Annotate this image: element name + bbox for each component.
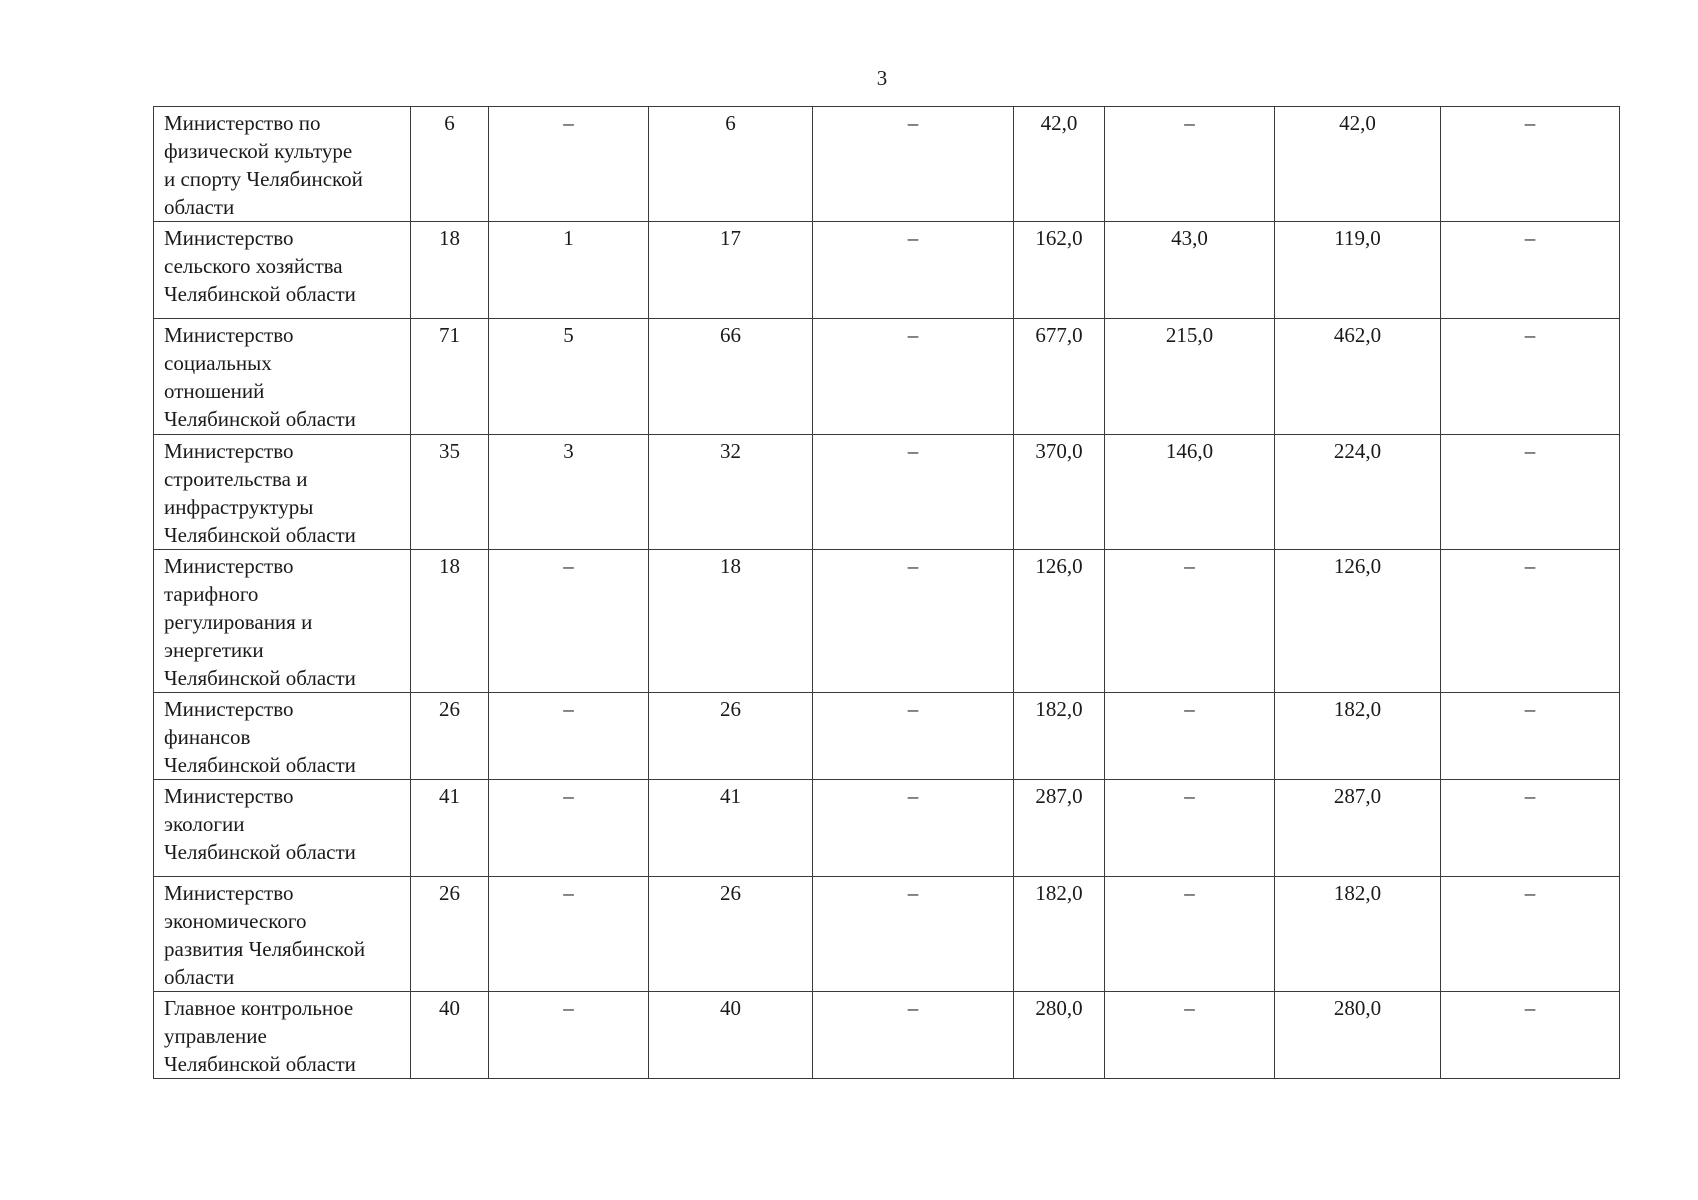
ministry-name-line: Челябинской области xyxy=(164,753,356,777)
value-cell: – xyxy=(1441,693,1620,780)
value-cell: – xyxy=(813,877,1014,992)
value-cell: – xyxy=(1441,435,1620,550)
ministry-name-cell xyxy=(154,319,411,435)
value-cell: 3 xyxy=(489,435,649,550)
value-cell: 42,0 xyxy=(1275,107,1441,222)
table-row xyxy=(154,550,1620,693)
value-cell: 18 xyxy=(411,222,489,319)
ministry-name-line: сельского хозяйства xyxy=(164,254,343,278)
value-cell: – xyxy=(489,992,649,1079)
value-cell: 126,0 xyxy=(1014,550,1105,693)
ministry-name-cell xyxy=(154,107,411,222)
value-cell: 287,0 xyxy=(1014,780,1105,877)
ministry-name-line: Министерство по xyxy=(164,111,321,135)
value-cell: – xyxy=(1441,550,1620,693)
ministry-name-cell xyxy=(154,550,411,693)
table-row xyxy=(154,780,1620,877)
value-cell: – xyxy=(1441,992,1620,1079)
table-row xyxy=(154,107,1620,222)
value-cell: – xyxy=(489,693,649,780)
value-cell: 5 xyxy=(489,319,649,435)
value-cell: – xyxy=(1105,780,1275,877)
value-cell: 6 xyxy=(411,107,489,222)
value-cell: – xyxy=(813,319,1014,435)
ministry-name-line: управление xyxy=(164,1024,267,1048)
ministry-name-line: экологии xyxy=(164,812,245,836)
ministry-name-line: социальных xyxy=(164,351,272,375)
ministry-name-cell xyxy=(154,992,411,1079)
ministry-name-cell xyxy=(154,435,411,550)
value-cell: 224,0 xyxy=(1275,435,1441,550)
table-row xyxy=(154,222,1620,319)
value-cell: 182,0 xyxy=(1275,693,1441,780)
value-cell: – xyxy=(489,550,649,693)
value-cell: 370,0 xyxy=(1014,435,1105,550)
ministry-name-line: Министерство xyxy=(164,697,294,721)
value-cell: 119,0 xyxy=(1275,222,1441,319)
ministry-name-line: Министерство xyxy=(164,323,294,347)
ministry-name-line: развития Челябинской xyxy=(164,937,366,961)
ministry-name-line: Министерство xyxy=(164,784,294,808)
value-cell: 41 xyxy=(649,780,813,877)
value-cell: – xyxy=(813,435,1014,550)
value-cell: 280,0 xyxy=(1275,992,1441,1079)
ministry-name-line: тарифного xyxy=(164,582,259,606)
value-cell: 462,0 xyxy=(1275,319,1441,435)
value-cell: – xyxy=(1441,780,1620,877)
value-cell: 182,0 xyxy=(1275,877,1441,992)
value-cell: 40 xyxy=(649,992,813,1079)
value-cell: 287,0 xyxy=(1275,780,1441,877)
value-cell: – xyxy=(1441,222,1620,319)
ministry-name-line: Челябинской области xyxy=(164,666,356,690)
ministry-name-cell xyxy=(154,780,411,877)
value-cell: 215,0 xyxy=(1105,319,1275,435)
ministry-name-line: области xyxy=(164,195,235,219)
value-cell: 1 xyxy=(489,222,649,319)
value-cell: 18 xyxy=(411,550,489,693)
table-row xyxy=(154,877,1620,992)
value-cell: 280,0 xyxy=(1014,992,1105,1079)
value-cell: 26 xyxy=(411,877,489,992)
value-cell: – xyxy=(1105,550,1275,693)
ministry-name-line: финансов xyxy=(164,725,251,749)
value-cell: 26 xyxy=(411,693,489,780)
value-cell: 26 xyxy=(649,693,813,780)
value-cell: 146,0 xyxy=(1105,435,1275,550)
value-cell: – xyxy=(489,780,649,877)
ministry-name-line: регулирования и xyxy=(164,610,313,634)
value-cell: 43,0 xyxy=(1105,222,1275,319)
value-cell: – xyxy=(813,992,1014,1079)
ministry-name-line: энергетики xyxy=(164,638,264,662)
table-body xyxy=(154,107,1620,1079)
value-cell: 182,0 xyxy=(1014,877,1105,992)
value-cell: 17 xyxy=(649,222,813,319)
value-cell: – xyxy=(1441,877,1620,992)
ministry-name-line: строительства и xyxy=(164,467,308,491)
ministry-name-line: Министерство xyxy=(164,226,294,250)
ministry-name-line: физической культуре xyxy=(164,139,353,163)
ministry-name-line: Челябинской области xyxy=(164,407,356,431)
value-cell: 18 xyxy=(649,550,813,693)
ministry-name-line: инфраструктуры xyxy=(164,495,314,519)
ministry-name-line: Главное контрольное xyxy=(164,996,354,1020)
ministry-name-line: Министерство xyxy=(164,439,294,463)
ministry-name-cell xyxy=(154,877,411,992)
value-cell: – xyxy=(1441,107,1620,222)
value-cell: – xyxy=(813,550,1014,693)
value-cell: 41 xyxy=(411,780,489,877)
table-row xyxy=(154,693,1620,780)
ministry-name-line: Челябинской области xyxy=(164,523,356,547)
value-cell: – xyxy=(813,780,1014,877)
ministry-name-line: экономического xyxy=(164,909,307,933)
ministry-name-line: Челябинской области xyxy=(164,282,356,306)
ministry-name-line: Челябинской области xyxy=(164,840,356,864)
ministry-name-cell xyxy=(154,693,411,780)
data-table xyxy=(153,106,1620,1079)
ministry-name-line: Челябинской области xyxy=(164,1052,356,1076)
value-cell: 40 xyxy=(411,992,489,1079)
value-cell: 42,0 xyxy=(1014,107,1105,222)
value-cell: 6 xyxy=(649,107,813,222)
value-cell: 126,0 xyxy=(1275,550,1441,693)
value-cell: 71 xyxy=(411,319,489,435)
ministry-name-line: Министерство xyxy=(164,554,294,578)
value-cell: 32 xyxy=(649,435,813,550)
ministry-name-line: Министерство xyxy=(164,881,294,905)
value-cell: 162,0 xyxy=(1014,222,1105,319)
table-row xyxy=(154,435,1620,550)
value-cell: 35 xyxy=(411,435,489,550)
ministry-name-line: отношений xyxy=(164,379,265,403)
value-cell: – xyxy=(1105,693,1275,780)
table-row xyxy=(154,319,1620,435)
ministry-name-line: и спорту Челябинской xyxy=(164,167,363,191)
table-row xyxy=(154,992,1620,1079)
value-cell: 66 xyxy=(649,319,813,435)
value-cell: – xyxy=(1105,877,1275,992)
value-cell: 182,0 xyxy=(1014,693,1105,780)
ministry-name-line: области xyxy=(164,965,235,989)
value-cell: 677,0 xyxy=(1014,319,1105,435)
value-cell: – xyxy=(1105,992,1275,1079)
value-cell: – xyxy=(1105,107,1275,222)
value-cell: – xyxy=(489,107,649,222)
value-cell: – xyxy=(1441,319,1620,435)
page-number: 3 xyxy=(876,66,888,90)
value-cell: – xyxy=(813,222,1014,319)
value-cell: 26 xyxy=(649,877,813,992)
value-cell: – xyxy=(813,107,1014,222)
value-cell: – xyxy=(813,693,1014,780)
ministry-name-cell xyxy=(154,222,411,319)
value-cell: – xyxy=(489,877,649,992)
